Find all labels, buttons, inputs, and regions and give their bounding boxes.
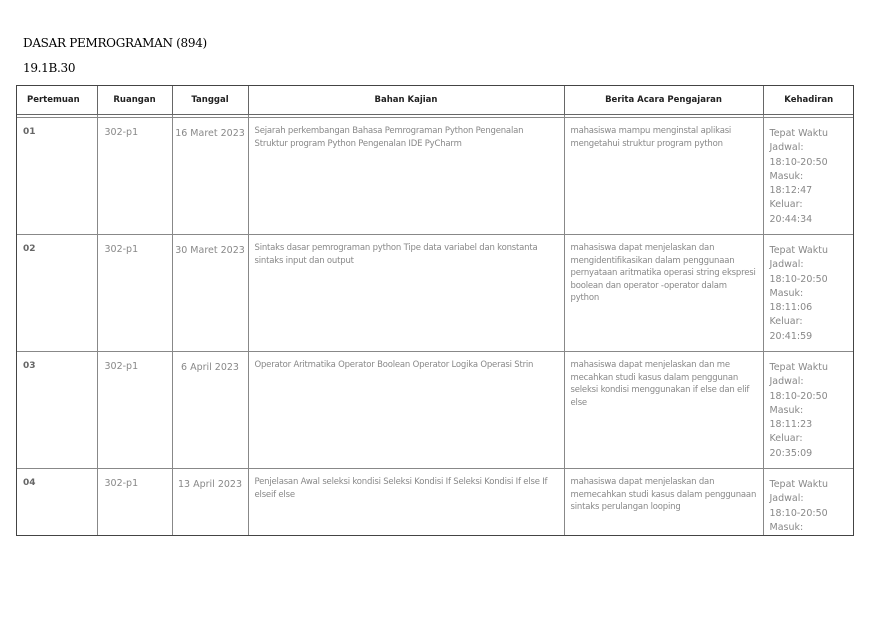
berita-acara-cell: mahasiswa dapat menjelaskan dan memecahkan studi kasus dalam penggunaan sintaks perulangan looping [570, 477, 757, 512]
kehadiran-masuk: 18:11:06 [769, 302, 813, 314]
kehadiran-jadwal: 18:10-20:50 [769, 273, 828, 285]
pertemuan-number: 02 [23, 244, 36, 254]
kehadiran-keluar-label: Keluar: [769, 199, 803, 211]
document-subtitle: 19.1B.30 [23, 61, 76, 75]
kehadiran-jadwal-label: Jadwal: [769, 376, 804, 388]
kehadiran-cell [764, 118, 855, 227]
header-berita-acara: Berita Acara Pengajaran [564, 86, 763, 115]
table-row [17, 352, 854, 469]
table-header-row [17, 86, 854, 115]
kehadiran-masuk-label: Masuk: [769, 521, 804, 533]
kehadiran-status: Tepat Waktu [769, 479, 828, 490]
kehadiran-masuk: 18:12:47 [769, 185, 813, 197]
header-pertemuan: Pertemuan [17, 86, 97, 115]
kehadiran-masuk-label: Masuk: [769, 404, 804, 416]
kehadiran-masuk: 18:11:23 [769, 419, 813, 431]
pertemuan-number: 04 [23, 478, 36, 488]
pertemuan-number: 03 [23, 361, 36, 371]
header-tanggal: Tanggal [172, 86, 248, 115]
attendance-table-container [16, 85, 854, 536]
kehadiran-cell [764, 352, 855, 461]
kehadiran-cell [764, 235, 855, 344]
bahan-kajian-cell: Penjelasan Awal seleksi kondisi Seleksi Kondisi If Seleksi Kondisi If else If elseif else [254, 477, 548, 500]
kehadiran-jadwal: 18:10-20:50 [769, 156, 828, 168]
table-row [17, 118, 854, 235]
kehadiran-keluar-label: Keluar: [769, 316, 803, 328]
kehadiran-jadwal-label: Jadwal: [769, 493, 804, 505]
ruangan-cell: 302-p1 [104, 361, 139, 372]
kehadiran-status: Tepat Waktu [769, 245, 828, 256]
ruangan-cell: 302-p1 [104, 478, 139, 489]
berita-acara-cell: mahasiswa mampu menginstal aplikasi mengetahui struktur program python [570, 126, 732, 149]
ruangan-cell: 302-p1 [104, 244, 139, 255]
kehadiran-cell [764, 469, 855, 535]
kehadiran-jadwal-label: Jadwal: [769, 142, 804, 154]
kehadiran-keluar: 20:35:09 [769, 447, 813, 459]
header-bahan-kajian: Bahan Kajian [248, 86, 564, 115]
tanggal-cell: 6 April 2023 [181, 362, 239, 373]
tanggal-cell: 30 Maret 2023 [175, 245, 245, 256]
bahan-kajian-cell: Sejarah perkembangan Bahasa Pemrograman Python Pengenalan Struktur program Python Pengenalan IDE PyCharm [254, 126, 524, 149]
kehadiran-status: Tepat Waktu [769, 362, 828, 373]
berita-acara-cell: mahasiswa dapat menjelaskan dan mengidentifikasikan dalam penggunaan pernyataan aritmatika operasi string ekspresi boolean dan operator -operator dalam python [570, 243, 756, 303]
pertemuan-number: 01 [23, 127, 36, 137]
kehadiran-status: Tepat Waktu [769, 128, 828, 139]
attendance-table [17, 86, 854, 536]
kehadiran-masuk-label: Masuk: [769, 170, 804, 182]
kehadiran-keluar: 20:44:34 [769, 213, 813, 225]
berita-acara-cell: mahasiswa dapat menjelaskan dan me mecahkan studi kasus dalam penggunan seleksi kondisi menggunakan if else dan elif else [570, 360, 750, 408]
header-kehadiran: Kehadiran [763, 86, 854, 115]
kehadiran-jadwal-label: Jadwal: [769, 259, 804, 271]
bahan-kajian-cell: Sintaks dasar pemrograman python Tipe data variabel dan konstanta sintaks input dan output [254, 243, 538, 266]
table-row [17, 469, 854, 537]
table-row [17, 235, 854, 352]
tanggal-cell: 16 Maret 2023 [175, 128, 245, 139]
kehadiran-jadwal: 18:10-20:50 [769, 507, 828, 519]
header-ruangan: Ruangan [97, 86, 172, 115]
kehadiran-keluar: 20:41:59 [769, 330, 813, 342]
bahan-kajian-cell: Operator Aritmatika Operator Boolean Operator Logika Operasi Strin [254, 360, 534, 370]
kehadiran-jadwal: 18:10-20:50 [769, 390, 828, 402]
tanggal-cell: 13 April 2023 [177, 479, 243, 490]
ruangan-cell: 302-p1 [104, 127, 139, 138]
document-title: DASAR PEMROGRAMAN (894) [23, 36, 207, 50]
kehadiran-keluar-label: Keluar: [769, 433, 803, 445]
kehadiran-masuk-label: Masuk: [769, 287, 804, 299]
